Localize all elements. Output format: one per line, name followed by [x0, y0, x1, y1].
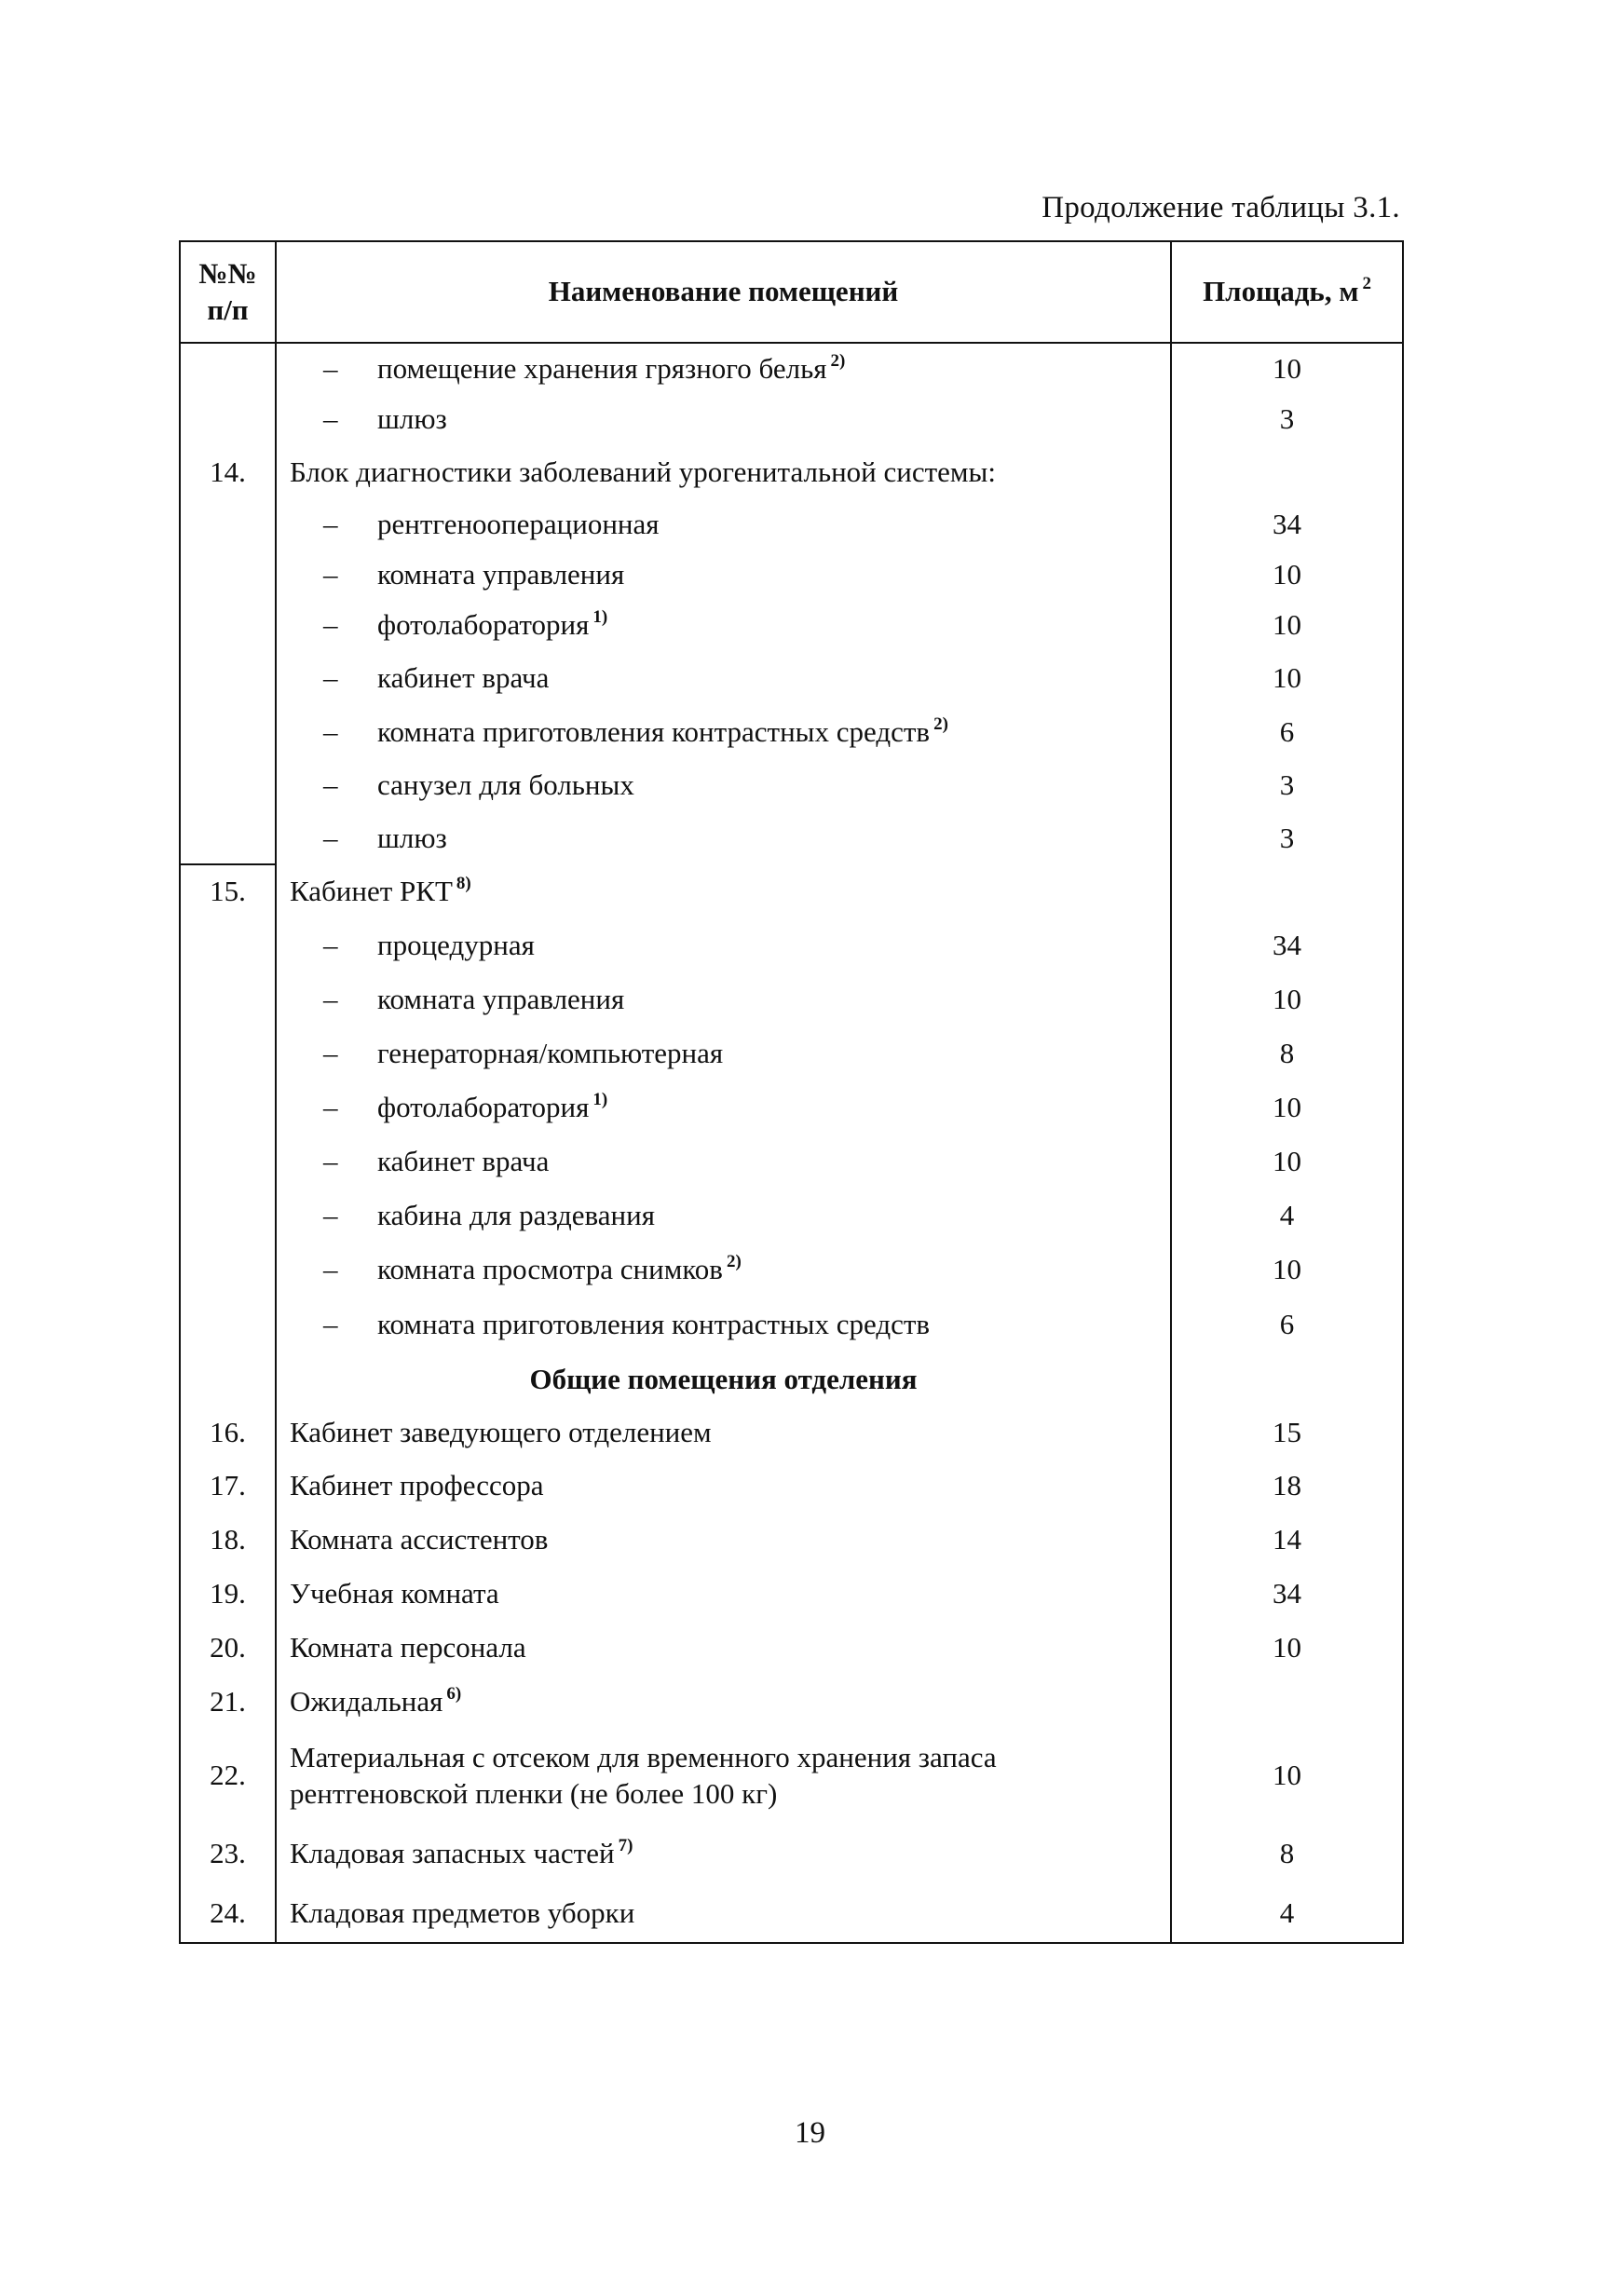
room-name: Комната персонала: [290, 1630, 526, 1664]
dash-bullet: –: [323, 608, 338, 642]
table-row: [180, 1406, 1403, 1460]
table-row: [180, 972, 1403, 1026]
row-name-cell: [276, 445, 1171, 499]
table-row: [180, 705, 1403, 759]
dash-bullet: –: [323, 557, 338, 591]
room-name: Учебная комната: [290, 1576, 499, 1610]
room-area: 10: [1171, 343, 1403, 394]
table-row: [180, 445, 1403, 499]
room-area: 34: [1171, 499, 1403, 550]
row-number: 19.: [180, 1567, 276, 1621]
room-name: кабинет врача: [377, 1144, 550, 1177]
row-name-cell: [276, 1729, 1171, 1823]
room-area: 10: [1171, 1134, 1403, 1189]
room-area: 10: [1171, 1621, 1403, 1675]
row-name-cell: [276, 1675, 1171, 1729]
row-name-cell: [276, 1189, 1171, 1243]
row-number: [180, 1080, 276, 1134]
row-name-cell: [276, 1026, 1171, 1080]
row-name-cell: [276, 918, 1171, 972]
table-row: [180, 394, 1403, 445]
dash-bullet: –: [323, 714, 338, 748]
row-name-cell: [276, 1406, 1171, 1460]
room-area: 8: [1171, 1026, 1403, 1080]
footnote-ref: 2): [726, 1251, 742, 1271]
room-name: рентгенооперационная: [377, 508, 660, 541]
table-row: [180, 1189, 1403, 1243]
room-area: 10: [1171, 1080, 1403, 1134]
room-name: Материальная с отсеком для временного хранения запаса рентгеновской пленки (не более 100 кг): [290, 1740, 997, 1810]
row-name-cell: [276, 1080, 1171, 1134]
header-name: [276, 241, 1171, 343]
room-name: комната приготовления контрастных средств: [377, 1307, 931, 1340]
room-area: 34: [1171, 918, 1403, 972]
room-name: кабинет врача: [377, 661, 550, 695]
room-name: фотолаборатория: [377, 1090, 590, 1123]
row-name-cell: [276, 1823, 1171, 1885]
table-row: [180, 1297, 1403, 1352]
row-name-cell: [276, 1567, 1171, 1621]
room-area: [1171, 864, 1403, 918]
room-name: кабина для раздевания: [377, 1198, 655, 1231]
table-row: [180, 918, 1403, 972]
row-name-cell: [276, 499, 1171, 550]
dash-bullet: –: [323, 508, 338, 541]
room-name: Общие помещения отделения: [529, 1362, 918, 1395]
row-number: [180, 705, 276, 759]
table-row: [180, 1080, 1403, 1134]
row-name-cell: [276, 1134, 1171, 1189]
row-number: [180, 1352, 276, 1406]
dash-bullet: –: [323, 402, 338, 436]
room-name: комната приготовления контрастных средств: [377, 714, 931, 748]
row-name-cell: [276, 759, 1171, 812]
row-name-cell: [276, 1352, 1171, 1406]
table-row: [180, 343, 1403, 394]
header-area: [1171, 241, 1403, 343]
room-area: 10: [1171, 1729, 1403, 1823]
row-number: [180, 550, 276, 599]
room-name: шлюз: [377, 821, 447, 854]
header-num: [180, 241, 276, 343]
row-number: [180, 759, 276, 812]
table-row: [180, 599, 1403, 652]
table-row: [180, 1729, 1403, 1823]
room-name: помещение хранения грязного белья: [377, 351, 827, 385]
room-name: Ожидальная: [290, 1684, 443, 1718]
row-number: [180, 599, 276, 652]
table-row: [180, 812, 1403, 864]
room-area: 4: [1171, 1189, 1403, 1243]
room-area: 8: [1171, 1823, 1403, 1885]
room-name: генераторная/компьютерная: [377, 1036, 724, 1069]
footnote-ref: 1): [592, 607, 608, 628]
table-row: [180, 1513, 1403, 1567]
room-area: 3: [1171, 394, 1403, 445]
room-name: комната просмотра снимков: [377, 1252, 723, 1285]
room-name: Кабинет заведующего отделением: [290, 1416, 712, 1449]
row-name-cell: [276, 1621, 1171, 1675]
row-number: 18.: [180, 1513, 276, 1567]
row-name-cell: [276, 550, 1171, 599]
row-number: [180, 1189, 276, 1243]
room-area: 10: [1171, 972, 1403, 1026]
room-name: фотолаборатория: [377, 608, 590, 642]
header-num-label: №№ п/п: [198, 256, 257, 326]
table-caption: Продолжение таблицы 3.1.: [1041, 191, 1400, 224]
row-name-cell: [276, 812, 1171, 864]
row-number: [180, 812, 276, 864]
room-name: комната управления: [377, 557, 625, 591]
room-area: 4: [1171, 1885, 1403, 1943]
dash-bullet: –: [323, 1036, 338, 1069]
room-name: Кладовая предметов уборки: [290, 1896, 635, 1930]
table-row: [180, 1675, 1403, 1729]
room-name: санузел для больных: [377, 768, 634, 802]
row-number: [180, 1134, 276, 1189]
room-area: [1171, 1352, 1403, 1406]
room-area: 6: [1171, 705, 1403, 759]
header-area-sup: 2: [1362, 274, 1371, 294]
dash-bullet: –: [323, 768, 338, 802]
table-row: [180, 1134, 1403, 1189]
table-row: [180, 1621, 1403, 1675]
room-name: Кладовая запасных частей: [290, 1837, 615, 1870]
row-number: [180, 394, 276, 445]
table-row: [180, 1460, 1403, 1513]
row-number: [180, 1026, 276, 1080]
room-area: 10: [1171, 1243, 1403, 1297]
row-name-cell: [276, 972, 1171, 1026]
row-number: [180, 1243, 276, 1297]
row-number: 23.: [180, 1823, 276, 1885]
row-number: [180, 918, 276, 972]
room-name: Кабинет РКТ: [290, 874, 453, 907]
row-number: 14.: [180, 445, 276, 499]
room-area: 10: [1171, 652, 1403, 705]
room-area: 18: [1171, 1460, 1403, 1513]
table-header-row: [180, 241, 1403, 343]
footnote-ref: 7): [618, 1836, 633, 1856]
row-name-cell: [276, 1513, 1171, 1567]
row-number: 20.: [180, 1621, 276, 1675]
row-name-cell: [276, 705, 1171, 759]
row-number: 17.: [180, 1460, 276, 1513]
footnote-ref: 8): [456, 873, 471, 893]
table-row: [180, 1243, 1403, 1297]
row-name-cell: [276, 864, 1171, 918]
room-name: Блок диагностики заболеваний урогенитальной системы:: [290, 455, 996, 488]
dash-bullet: –: [323, 1144, 338, 1177]
dash-bullet: –: [323, 1252, 338, 1285]
row-name-cell: [276, 1460, 1171, 1513]
table-row: [180, 864, 1403, 918]
room-name: шлюз: [377, 402, 447, 436]
row-number: 22.: [180, 1729, 276, 1823]
dash-bullet: –: [323, 821, 338, 854]
footnote-ref: 2): [830, 350, 846, 371]
row-number: [180, 1297, 276, 1352]
room-area: 10: [1171, 599, 1403, 652]
room-area: [1171, 445, 1403, 499]
dash-bullet: –: [323, 1198, 338, 1231]
row-name-cell: [276, 343, 1171, 394]
page-number: 19: [795, 2116, 825, 2150]
table-row: [180, 1026, 1403, 1080]
table-row: [180, 550, 1403, 599]
room-area: 14: [1171, 1513, 1403, 1567]
dash-bullet: –: [323, 661, 338, 695]
dash-bullet: –: [323, 1090, 338, 1123]
footnote-ref: 2): [933, 713, 948, 734]
header-name-label: Наименование помещений: [548, 275, 899, 308]
table-row: [180, 759, 1403, 812]
row-number: [180, 499, 276, 550]
room-area: 6: [1171, 1297, 1403, 1352]
row-number: 24.: [180, 1885, 276, 1943]
room-area: 15: [1171, 1406, 1403, 1460]
row-number: [180, 652, 276, 705]
room-name: комната управления: [377, 982, 625, 1015]
table-row: [180, 652, 1403, 705]
row-name-cell: [276, 599, 1171, 652]
table-body: [180, 343, 1403, 1943]
room-area: [1171, 1675, 1403, 1729]
row-name-cell: [276, 1243, 1171, 1297]
footnote-ref: 1): [592, 1089, 608, 1109]
room-name: Кабинет профессора: [290, 1469, 544, 1502]
rooms-table: [179, 240, 1404, 1944]
table-row: [180, 499, 1403, 550]
row-number: 21.: [180, 1675, 276, 1729]
dash-bullet: –: [323, 351, 338, 385]
table-row: [180, 1885, 1403, 1943]
table-row: [180, 1567, 1403, 1621]
room-name: Комната ассистентов: [290, 1522, 549, 1556]
section-row: [180, 1352, 1403, 1406]
row-number: 16.: [180, 1406, 276, 1460]
room-area: 3: [1171, 759, 1403, 812]
table-row: [180, 1823, 1403, 1885]
room-name: процедурная: [377, 928, 535, 961]
room-area: 3: [1171, 812, 1403, 864]
row-name-cell: [276, 394, 1171, 445]
dash-bullet: –: [323, 1307, 338, 1340]
row-name-cell: [276, 652, 1171, 705]
row-number: [180, 343, 276, 394]
room-area: 34: [1171, 1567, 1403, 1621]
row-number: 15.: [180, 864, 276, 918]
dash-bullet: –: [323, 982, 338, 1015]
room-area: 10: [1171, 550, 1403, 599]
header-area-label: Площадь, м: [1203, 275, 1359, 308]
row-number: [180, 972, 276, 1026]
row-name-cell: [276, 1297, 1171, 1352]
dash-bullet: –: [323, 928, 338, 961]
row-name-cell: [276, 1885, 1171, 1943]
footnote-ref: 6): [446, 1683, 462, 1704]
